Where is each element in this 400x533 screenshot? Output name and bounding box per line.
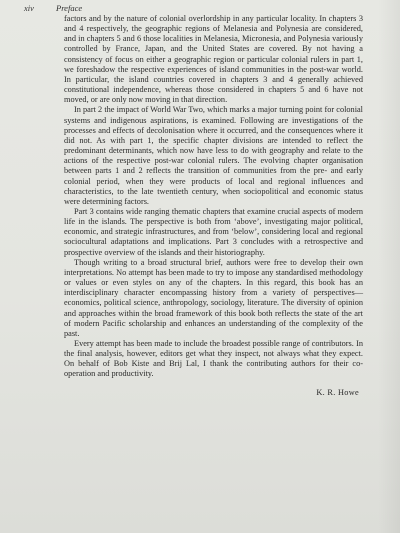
paragraph-part-2: In part 2 the impact of World War Two, which marks a major turning point for colonial systems and indigenous aspirations, is examined. Following are investigations of the processes and effects of decolonisation where it occurred, and the consequences where it did not. As with part 1, the specific chapter divisions are intended to reflect the predominant determinants, which now have less to do with geography and relate to the actions of the respective post-war colonial rulers. The evolving chapter organisation between parts 1 and 2 reflects the transition of communities from the pre- and early colonial period, when they were products of local and regional influences and characteristics, to the late twentieth century, when sociopolitical and economic status were determining factors. — [64, 105, 363, 206]
preface-text — [64, 14, 363, 397]
paragraph-continuation: factors and by the nature of colonial overlordship in any particular locality. In chapters 3 and 4 respectively, the geographic regions of Melanesia and Polynesia are considered, and in chapters 5 and 6 those localities in Melanesia, Micronesia, and Polynesia variously controlled by France, Japan, and the United States are covered. By not having a consistency of focus on either a geographic region or particular colonial rulers in part 1, we foreshadow the respective experiences of island communities in the post-war world. In particular, the island countries covered in chapters 3 and 4 generally achieved constitutional independence, whereas those considered in chapters 5 and 6 have not moved, or are only now moving in that direction. — [64, 14, 363, 105]
page-edge-shadow — [378, 0, 400, 533]
paragraph-authors: Though writing to a broad structural brief, authors were free to develop their own interpretations. No attempt has been made to try to impose any standardised methodology or values or even styles on any of the chapters. In this regard, this book has an interdisciplinary character encompassing history from a variety of perspectives—economics, political science, anthropology, sociology, literature. The diversity of opinion and approaches within the broad framework of this book both reflects the state of the art of modern Pacific scholarship and enhances an understanding of the complexity of the past. — [64, 257, 363, 338]
author-signature: K. R. Howe — [316, 387, 359, 397]
paragraph-part-3: Part 3 contains wide ranging thematic chapters that examine crucial aspects of modern life in the islands. The perspective is both from ‘above’, investigating major political, economic, and strategic infrastructures, and from ‘below’, considering local and regional sociocultural adaptations and implications. Part 3 concludes with a retrospective and prospective overview of the islands and their historiography. — [64, 206, 363, 257]
paragraph-contributors: Every attempt has been made to include the broadest possible range of contributors. In the final analysis, however, editors get what they inspect, not always what they expect. On behalf of Bob Kiste and Brij Lal, I thank the contributing authors for their co-operation and productivity. — [64, 339, 363, 379]
running-header — [24, 3, 82, 13]
running-title: Preface — [56, 3, 83, 13]
page-number: xiv — [24, 3, 34, 13]
